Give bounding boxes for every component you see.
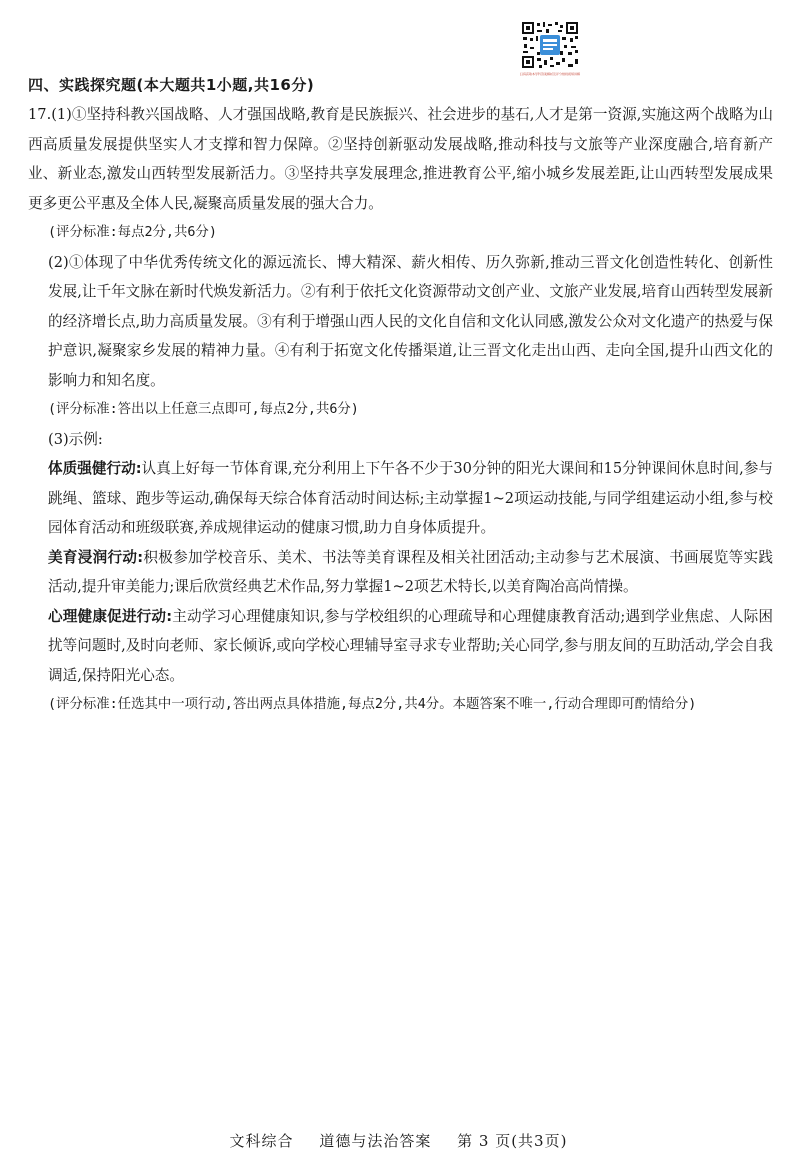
q17-part3-label: (3)示例: [48,430,103,448]
action-physical [28,454,773,543]
qr-code-icon [520,20,580,70]
answer-content [28,100,773,720]
action-aesthetic [28,543,773,602]
footer-answer: 道德与法治答案 [319,1132,432,1150]
footer-page-number: 第 3 页(共3页) [457,1132,568,1150]
grading-part1: (评分标准:每点2分,共6分) [48,225,217,240]
q17-part1: 17.(1)①坚持科教兴国战略、人才强国战略,教育是民族振兴、社会进步的基石,人才是第一资源,实施这两个战略为山西高质量发展提供坚实人才支撑和智力保障。②坚持创新驱动发展战略,推动科技与文旅等产业深度融合,培育新产业、新业态,激发山西转型发展新活力。③坚持共享发展理念,推进教育公平,缩小城乡发展差距,让山西转型发展成果更多更公平惠及全体人民,凝聚高质量发展的强大合力。 [28,106,773,212]
action-physical-heading: 体质强健行动: [48,460,142,477]
action-aesthetic-heading: 美育浸润行动: [48,548,144,566]
action-physical-text: 认真上好每一节体育课,充分利用上下午各不少于30分钟的阳光大课间和15分钟课间休息时间,参与跳绳、篮球、跑步等运动,确保每天综合体育活动时间达标;主动掌握1~2项运动技能,与同学组建运动小组,参与校园体育活动和班级联赛,养成规律运动的健康习惯,助力自身体质提升。 [48,460,774,536]
section-title: 四、实践探究题(本大题共1小题,共16分) [28,76,315,94]
grading-part2: (评分标准:答出以上任意三点即可,每点2分,共6分) [48,402,359,417]
page-footer [0,1130,797,1151]
action-aesthetic-text: 积极参加学校音乐、美术、书法等美育课程及相关社团活动;主动参与艺术展演、书画展览等实践活动,提升审美能力;课后欣赏经典艺术作品,努力掌握1~2项艺术特长,以美育陶冶高尚情操。 [48,548,774,595]
footer-subject: 文科综合 [229,1132,294,1150]
q17-part2: (2)①体现了中华优秀传统文化的源远流长、博大精深、薪火相传、历久弥新,推动三晋文化创造性转化、创新性发展,让千年文脉在新时代焕发新活力。②有利于依托文化资源带动文创产业、文旅产业发展,培育山西转型发展新的经济增长点,助力高质量发展。③有利于增强山西人民的文化自信和文化认同感,激发公众对文化遗产的热爱与保护意识,凝聚家乡发展的精神力量。④有利于拓宽文化传播渠道,让三晋文化走出山西、走向全国,提升山西文化的影响力和知名度。 [48,253,773,389]
action-mental-heading: 心理健康促进行动: [48,607,173,625]
action-mental-text: 主动学习心理健康知识,参与学校组织的心理疏导和心理健康教育活动;遇到学业焦虑、人际困扰等问题时,及时向老师、家长倾诉,或向学校心理辅导室寻求专业帮助;关心同学,参与朋友间的互助活动,学会自我调适,保持阳光心态。 [48,607,773,684]
action-mental [28,602,773,691]
grading-part3: (评分标准:任选其中一项行动,答出两点具体措施,每点2分,共4分。本题答案不唯一,行动合理即可酌情给分) [48,697,697,712]
qr-caption: 扫码获取本学科答案解析及评分细则视频讲解 [519,72,580,76]
